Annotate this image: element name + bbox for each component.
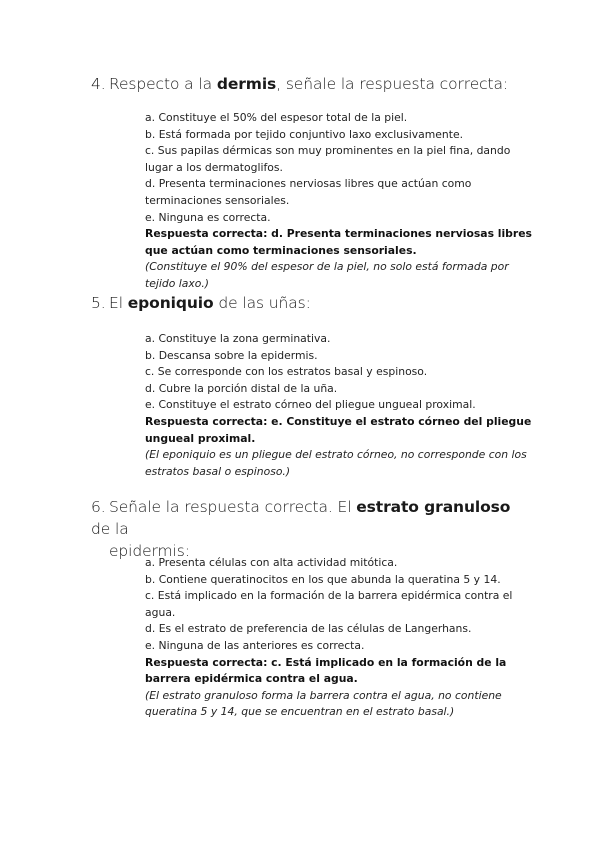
option-e: e. Ninguna es correcta. (145, 210, 271, 224)
option-d: d. Presenta terminaciones nerviosas libres que actúan como terminaciones sensoriales. (145, 177, 472, 207)
answer-explanation: (El estrato granuloso forma la barrera contra el agua, no contiene queratina 5 y 14, que se encuentran en el estrato basal.) (145, 688, 502, 719)
heading-text: de las uñas: (213, 294, 311, 312)
option-e: e. Constituye el estrato córneo del pliegue ungueal proximal. (145, 398, 476, 412)
heading-continuation: epidermis: (109, 542, 190, 560)
heading-keyword: eponiquio (127, 294, 214, 312)
option-a: a. Presenta células con alta actividad mitótica. (145, 556, 398, 569)
question-heading (91, 73, 531, 95)
question-heading (91, 292, 531, 314)
heading-keyword: estrato granuloso (356, 498, 511, 516)
heading-text: Respecto a la (109, 75, 217, 93)
option-a: a. Constituye el 50% del espesor total de la piel. (145, 111, 408, 124)
options-list (145, 555, 535, 721)
option-d: d. Cubre la porción distal de la uña. (145, 381, 338, 395)
question-number: 5. (91, 294, 106, 312)
question-number: 6. (91, 498, 106, 516)
correct-answer: Respuesta correcta: e. Constituye el estrato córneo del pliegue ungueal proximal. (145, 414, 532, 445)
correct-answer: Respuesta correcta: d. Presenta terminaciones nerviosas libres que actúan como terminaciones sensoriales. (145, 227, 532, 257)
options-list (145, 110, 535, 293)
heading-text: Señale la respuesta correcta. El (109, 498, 357, 516)
option-b: b. Descansa sobre la epidermis. (145, 348, 318, 362)
answer-explanation: (El eponiquio es un pliegue del estrato córneo, no corresponde con los estratos basal o espinoso.) (145, 448, 527, 478)
answer-explanation: (Constituye el 90% del espesor de la piel, no solo está formada por tejido laxo.) (145, 260, 509, 290)
heading-text: El (109, 294, 128, 312)
option-a: a. Constituye la zona germinativa. (145, 332, 331, 345)
option-b: b. Contiene queratinocitos en los que abunda la queratina 5 y 14. (145, 572, 501, 586)
option-c: c. Sus papilas dérmicas son muy prominentes en la piel fina, dando lugar a los dermatoglifos. (145, 144, 511, 174)
question-heading (91, 496, 531, 562)
option-b: b. Está formada por tejido conjuntivo laxo exclusivamente. (145, 127, 464, 141)
option-c: c. Se corresponde con los estratos basal y espinoso. (145, 365, 428, 379)
heading-text: , señale la respuesta correcta: (276, 75, 509, 93)
options-list (145, 331, 535, 480)
correct-answer: Respuesta correcta: c. Está implicado en la formación de la barrera epidérmica contra el agua. (145, 655, 507, 686)
option-d: d. Es el estrato de preferencia de las células de Langerhans. (145, 622, 472, 636)
heading-keyword: dermis (216, 75, 277, 93)
heading-text: de la (91, 520, 129, 538)
question-number: 4. (91, 75, 106, 93)
option-e: e. Ninguna de las anteriores es correcta. (145, 638, 365, 652)
option-c: c. Está implicado en la formación de la barrera epidérmica contra el agua. (145, 589, 513, 619)
